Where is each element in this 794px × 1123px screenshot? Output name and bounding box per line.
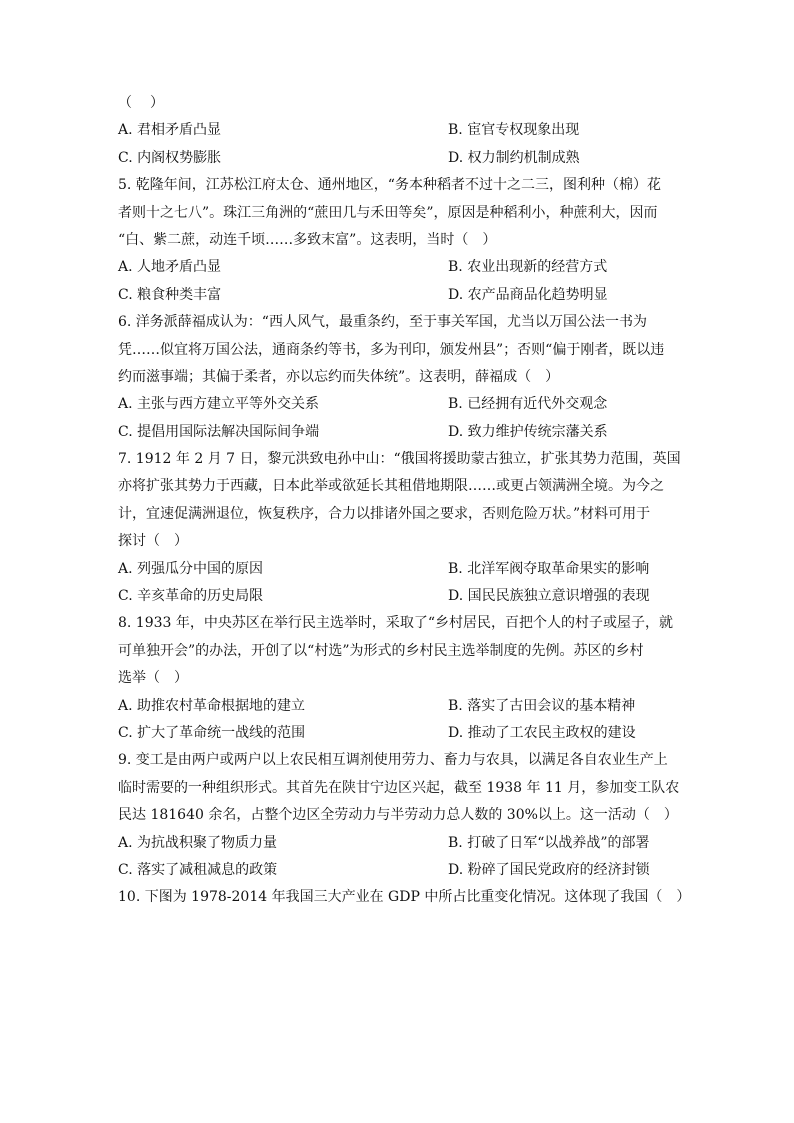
question-stem-line: 6. 洋务派薛福成认为：“西人风气，最重条约，至于事关军国，尤当以万国公法一书为: [118, 314, 647, 331]
option-a[interactable]: A. 助推农村革命根据地的建立: [118, 697, 306, 714]
question-10: [118, 884, 794, 911]
option-row: [118, 117, 794, 144]
question-tail: [118, 90, 794, 117]
option-a[interactable]: A. 列强瓜分中国的原因: [118, 560, 264, 577]
option-row: [118, 720, 794, 747]
question-stem-line: 计，宜速促满洲退位，恢复秩序，合力以排诸外国之要求，否则危险万状。”材料可用于: [118, 505, 651, 522]
option-b[interactable]: B. 农业出现新的经营方式: [448, 259, 608, 276]
option-row: [118, 419, 794, 446]
option-d[interactable]: D. 农产品商品化趋势明显: [448, 286, 608, 303]
option-c[interactable]: C. 落实了减租减息的政策: [118, 861, 278, 878]
option-c[interactable]: C. 内阁权势膨胀: [118, 149, 222, 166]
question-stem-line: 可单独开会”的办法，开创了以“村选”为形式的乡村民主选举制度的先例。苏区的乡村: [118, 642, 644, 659]
question-stem-line: 8. 1933 年，中央苏区在举行民主选举时，采取了“乡村居民，百把个人的村子或屋子，就: [118, 615, 674, 632]
option-row: [118, 391, 794, 418]
question-stem-line: 10. 下图为 1978-2014 年我国三大产业在 GDP 中所占比重变化情况。这体现了我国（ ）: [118, 889, 691, 906]
question-stem-line: 亦将扩张其势力于西藏，日本此举或欲延长其租借地期限……或更占领满洲全境。为今之: [118, 478, 664, 495]
question-stem-line: 选举（ ）: [118, 670, 188, 687]
option-row: [118, 556, 794, 583]
question-9: [118, 747, 794, 884]
question-stem-line: 9. 变工是由两户或两户以上农民相互调剂使用劳力、畜力与农具，以满足各自农业生产上: [118, 752, 668, 769]
option-b[interactable]: B. 宦官专权现象出现: [448, 122, 580, 139]
question-stem-line: 探讨（ ）: [118, 533, 188, 550]
question-stem-line: 临时需要的一种组织形式。其首先在陕甘宁边区兴起，截至 1938 年 11 月，参加变工队农: [118, 779, 680, 796]
question-stem-line: 5. 乾隆年间，江苏松江府太仓、通州地区，“务本种稻者不过十之二三，图利种（棉）花: [118, 177, 661, 194]
question-stem-line: 民达 181640 余名，占整个边区全劳动力与半劳动力总人数的 30%以上。这一活动（ ）: [118, 807, 678, 824]
question-6: [118, 309, 794, 446]
question-stem-line: “白、紫二蔗，动连千顷……多致末富”。这表明，当时（ ）: [118, 231, 497, 248]
option-b[interactable]: B. 已经拥有近代外交观念: [448, 396, 608, 413]
question-stem-line: 7. 1912 年 2 月 7 日，黎元洪致电孙中山：“俄国将援助蒙古独立，扩张其势力范围，英国: [118, 451, 681, 468]
question-stem-line: 凭……似宜将万国公法，通商条约等书，多为刊印，颁发州县”；否则“偏于刚者，既以违: [118, 341, 665, 358]
option-row: [118, 830, 794, 857]
question-5: [118, 172, 794, 309]
option-row: [118, 254, 794, 281]
option-a[interactable]: A. 为抗战积聚了物质力量: [118, 834, 278, 851]
option-d[interactable]: D. 粉碎了国民党政府的经济封锁: [448, 861, 650, 878]
option-b[interactable]: B. 北洋军阀夺取革命果实的影响: [448, 560, 650, 577]
option-c[interactable]: C. 扩大了革命统一战线的范围: [118, 724, 306, 741]
option-d[interactable]: D. 国民民族独立意识增强的表现: [448, 588, 650, 605]
question-stem-line: 者则十之七八”。珠江三角洲的“蔗田几与禾田等矣”，原因是种稻利小，种蔗利大，因而: [118, 204, 658, 221]
option-a[interactable]: A. 君相矛盾凸显: [118, 122, 222, 139]
option-c[interactable]: C. 粮食种类丰富: [118, 286, 222, 303]
option-row: [118, 145, 794, 172]
option-d[interactable]: D. 推动了工农民主政权的建设: [448, 724, 636, 741]
question-7: [118, 446, 794, 610]
option-c[interactable]: C. 辛亥革命的历史局限: [118, 588, 264, 605]
option-b[interactable]: B. 落实了古田会议的基本精神: [448, 697, 636, 714]
option-b[interactable]: B. 打破了日军“以战养战”的部署: [448, 834, 650, 851]
question-stem-line: 约而滋事端；其偏于柔者，亦以忘约而失体统”。这表明，薛福成（ ）: [118, 368, 560, 385]
option-c[interactable]: C. 提倡用国际法解决国际间争端: [118, 423, 320, 440]
answer-bracket: （ ）: [118, 95, 166, 111]
option-row: [118, 693, 794, 720]
option-row: [118, 857, 794, 884]
option-d[interactable]: D. 致力维护传统宗藩关系: [448, 423, 608, 440]
option-a[interactable]: A. 人地矛盾凸显: [118, 259, 222, 276]
option-row: [118, 583, 794, 610]
option-d[interactable]: D. 权力制约机制成熟: [448, 149, 580, 166]
question-8: [118, 610, 794, 747]
option-a[interactable]: A. 主张与西方建立平等外交关系: [118, 396, 320, 413]
option-row: [118, 282, 794, 309]
